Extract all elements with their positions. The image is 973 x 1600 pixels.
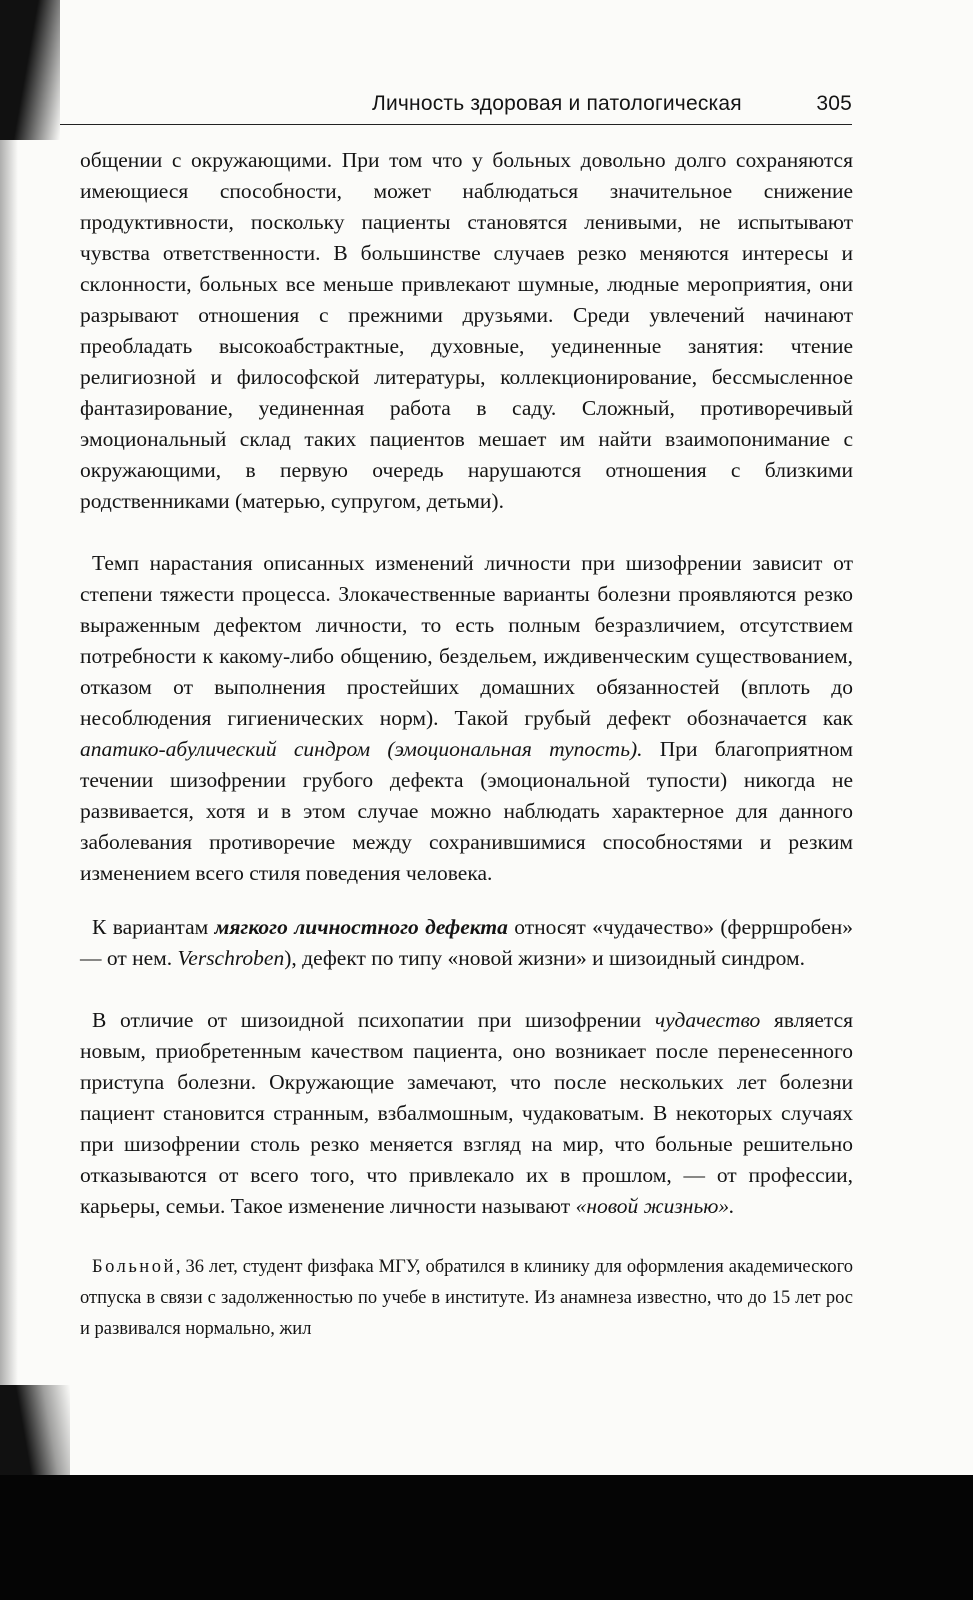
page-number: 305	[816, 92, 852, 115]
case-lead-word: Больной	[92, 1257, 176, 1277]
term-mild-personality-defect: мягкого личностного дефекта	[214, 915, 508, 939]
paragraph-3-text-b: относят «чудачество» (ферршробен» — от нем.	[80, 915, 853, 970]
paragraph-3	[80, 912, 853, 974]
paragraph-2-text-b: При благоприятном течении шизофрении грубого дефекта (эмоциональной тупости) никогда не развивается, хотя и в этом случае можно наблюдать характерное для данного заболевания противоречие между сохранившимися способностями и резким изменением всего стиля поведения человека.	[80, 737, 853, 885]
running-head-title: Личность здоровая и патологическая	[372, 92, 742, 115]
term-apathic-abulic-syndrome: апатико-абулический синдром (эмоциональная тупость).	[80, 737, 643, 761]
paragraph-3-text-c: ), дефект по типу «новой жизни» и шизоидный синдром.	[284, 946, 805, 970]
paragraph-2	[80, 548, 853, 889]
term-verschroben: Verschroben	[177, 946, 285, 970]
paragraph-1: общении с окружающими. При том что у больных довольно долго сохраняются имеющиеся способности, может наблюдаться значительное снижение продуктивности, поскольку пациенты становятся ленивыми, не испытывают чувства ответственности. В большинстве случаев резко меняются интересы и склонности, больных все меньше привлекают шумные, людные мероприятия, они разрывают отношения с прежними друзьями. Среди увлечений начинают преобладать высокоабстрактные, духовные, уединенные занятия: чтение религиозной и философской литературы, коллекционирование, бессмысленное фантазирование, уединенная работа в саду. Сложный, противоречивый эмоциональный склад таких пациентов мешает им найти взаимопонимание с окружающими, в первую очередь нарушаются отношения с близкими родственниками (матерью, супругом, детьми).	[80, 148, 853, 513]
paragraph-4-text-a: В отличие от шизоидной психопатии при шизофрении	[92, 1008, 655, 1032]
case-text: , 36 лет, студент физфака МГУ, обратился в клинику для оформления академического отпуска в связи с задолженностью по учебе в институте. Из анамнеза известно, что до 15 лет рос и развивался нормально, жил	[80, 1257, 853, 1339]
paragraph-2-text-a: Темп нарастания описанных изменений личности при шизофрении зависит от степени тяжести процесса. Злокачественные варианты болезни проявляются резко выраженным дефектом личности, то есть полным безразличием, отсутствием потребности к какому-либо общению, бездельем, иждивенческим существованием, отказом от выполнения простейших домашних обязанностей (вплоть до несоблюдения гигиенических норм). Такой грубый дефект обозначается как	[80, 551, 853, 730]
term-eccentricity: чудачество	[654, 1008, 761, 1032]
paragraph-4	[80, 1005, 853, 1222]
scan-shadow-top-left	[0, 0, 60, 140]
header-rule	[60, 124, 852, 125]
scan-shadow-left-edge	[0, 140, 18, 1390]
term-new-life: «новой жизнью».	[575, 1194, 735, 1218]
paragraph-4-text-b: является новым, приобретенным качеством пациента, оно возникает после перенесенного приступа болезни. Окружающие замечают, что после нескольких лет болезни пациент становится странным, взбалмошным, чудаковатым. В некоторых случаях при шизофрении столь резко меняется взгляд на мир, что больные решительно отказываются от всего того, что привлекало их в прошлом, — от профессии, карьеры, семьи. Такое изменение личности называют	[80, 1008, 854, 1218]
case-paragraph	[80, 1252, 853, 1345]
paragraph-3-text-a: К вариантам	[92, 915, 215, 939]
scan-black-bar-bottom	[0, 1475, 973, 1600]
